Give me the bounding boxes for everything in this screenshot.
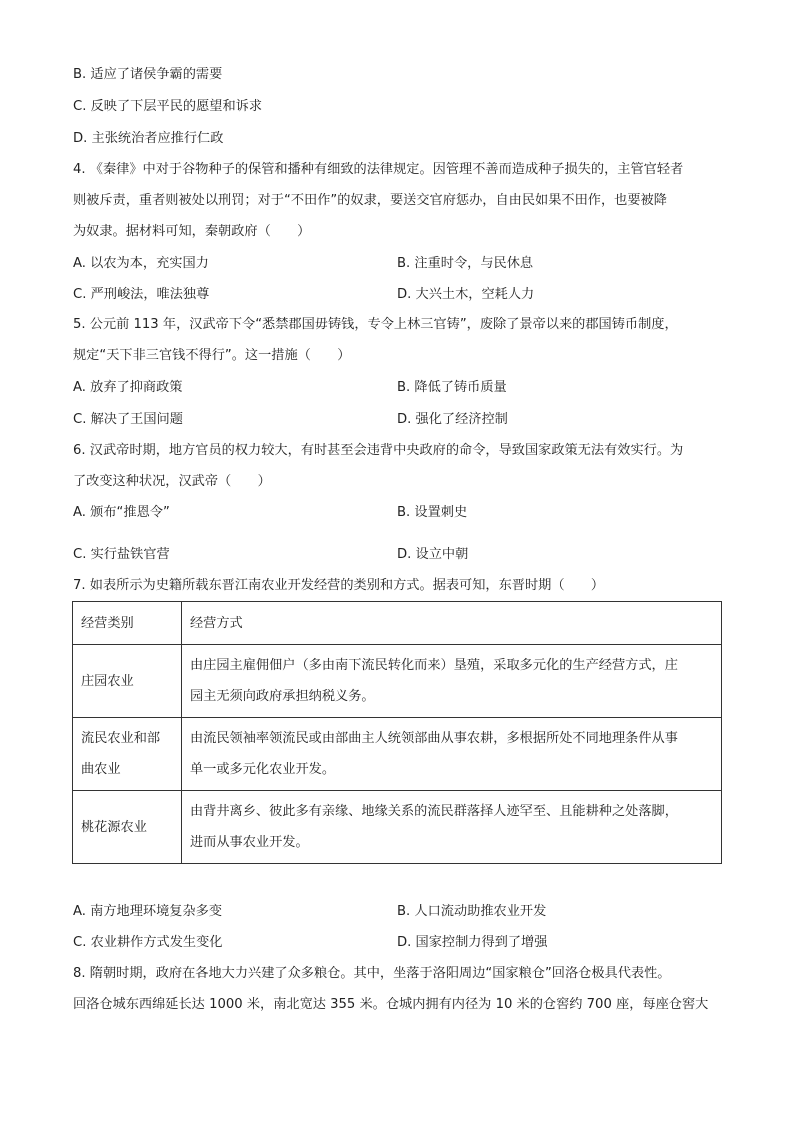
table-cell-method-line2: 单一或多元化农业开发。 <box>190 762 336 777</box>
q5-stem-line1: 5. 公元前 113 年，汉武帝下令“悉禁郡国毋铸钱，专令上林三官铸”，废除了景帝以来的郡国铸币制度， <box>73 317 678 332</box>
table-row <box>73 791 722 864</box>
table-header-method: 经营方式 <box>182 602 722 645</box>
q6-option-d: D. 设立中朝 <box>397 547 469 562</box>
table-cell-method-line2: 进而从事农业开发。 <box>190 835 309 850</box>
table-cell-category-line1: 流民农业和部 <box>81 731 161 746</box>
table-cell-method <box>182 645 722 718</box>
q7-option-b: B. 人口流动助推农业开发 <box>397 904 547 919</box>
q5-option-b: B. 降低了铸币质量 <box>397 380 507 395</box>
q7-option-a: A. 南方地理环境复杂多变 <box>73 904 223 919</box>
q4-option-b: B. 注重时令，与民休息 <box>397 256 534 271</box>
q7-option-c: C. 农业耕作方式发生变化 <box>73 935 223 950</box>
table-cell-category-line2: 曲农业 <box>81 762 121 777</box>
q4-option-d: D. 大兴土木，空耗人力 <box>397 287 535 302</box>
q6-option-b: B. 设置刺史 <box>397 505 468 520</box>
q7-stem: 7. 如表所示为史籍所载东晋江南农业开发经营的类别和方式。据表可知，东晋时期（ ） <box>73 578 605 593</box>
q5-stem-line2: 规定“天下非三官钱不得行”。这一措施（ ） <box>73 348 351 363</box>
table-cell-category: 桃花源农业 <box>73 791 182 864</box>
q3-option-c: C. 反映了下层平民的愿望和诉求 <box>73 99 263 114</box>
table-cell-method <box>182 791 722 864</box>
q4-stem-line2: 则被斥责，重者则被处以刑罚；对于“不田作”的奴隶，要送交官府惩办，自由民如果不田作，也要被降 <box>73 193 667 208</box>
table-cell-method <box>182 718 722 791</box>
q6-option-a: A. 颁布“推恩令” <box>73 505 170 520</box>
q3-option-d: D. 主张统治者应推行仁政 <box>73 131 224 146</box>
table-cell-category: 庄园农业 <box>73 645 182 718</box>
q6-stem-line2: 了改变这种状况，汉武帝（ ） <box>73 474 271 489</box>
q7-option-d: D. 国家控制力得到了增强 <box>397 935 548 950</box>
q3-option-b: B. 适应了诸侯争霸的需要 <box>73 67 223 82</box>
table-cell-method-line2: 园主无须向政府承担纳税义务。 <box>190 689 375 704</box>
table-header-category: 经营类别 <box>73 602 182 645</box>
q8-stem-line2: 回洛仓城东西绵延长达 1000 米，南北宽达 355 米。仓城内拥有内径为 10 米的仓窖约 700 座，每座仓窖大 <box>73 997 709 1012</box>
q4-stem-line1: 4. 《秦律》中对于谷物种子的保管和播种有细致的法律规定。因管理不善而造成种子损失的，主管官轻者 <box>73 162 684 177</box>
q6-option-c: C. 实行盐铁官营 <box>73 547 170 562</box>
table-cell-method-line1: 由背井离乡、彼此多有亲缘、地缘关系的流民群落择人迹罕至、且能耕种之处落脚， <box>190 804 678 819</box>
q6-stem-line1: 6. 汉武帝时期，地方官员的权力较大，有时甚至会违背中央政府的命令，导致国家政策无法有效实行。为 <box>73 443 684 458</box>
table-header-row <box>73 602 722 645</box>
table-cell-method-line1: 由庄园主雇佣佃户（多由南下流民转化而来）垦殖，采取多元化的生产经营方式，庄 <box>190 658 678 673</box>
q5-option-d: D. 强化了经济控制 <box>397 412 508 427</box>
table-cell-category <box>73 718 182 791</box>
q4-option-c: C. 严刑峻法，唯法独尊 <box>73 287 210 302</box>
q4-option-a: A. 以农为本，充实国力 <box>73 256 209 271</box>
q4-stem-line3: 为奴隶。据材料可知，秦朝政府（ ） <box>73 224 311 239</box>
q5-option-c: C. 解决了王国问题 <box>73 412 183 427</box>
table-row <box>73 645 722 718</box>
q8-stem-line1: 8. 隋朝时期，政府在各地大力兴建了众多粮仓。其中，坐落于洛阳周边“国家粮仓”回洛仓极具代表性。 <box>73 966 671 981</box>
table-row <box>73 718 722 791</box>
table-cell-method-line1: 由流民领袖率领流民或由部曲主人统领部曲从事农耕，多根据所处不同地理条件从事 <box>190 731 678 746</box>
q7-table <box>72 601 722 864</box>
q5-option-a: A. 放弃了抑商政策 <box>73 380 183 395</box>
